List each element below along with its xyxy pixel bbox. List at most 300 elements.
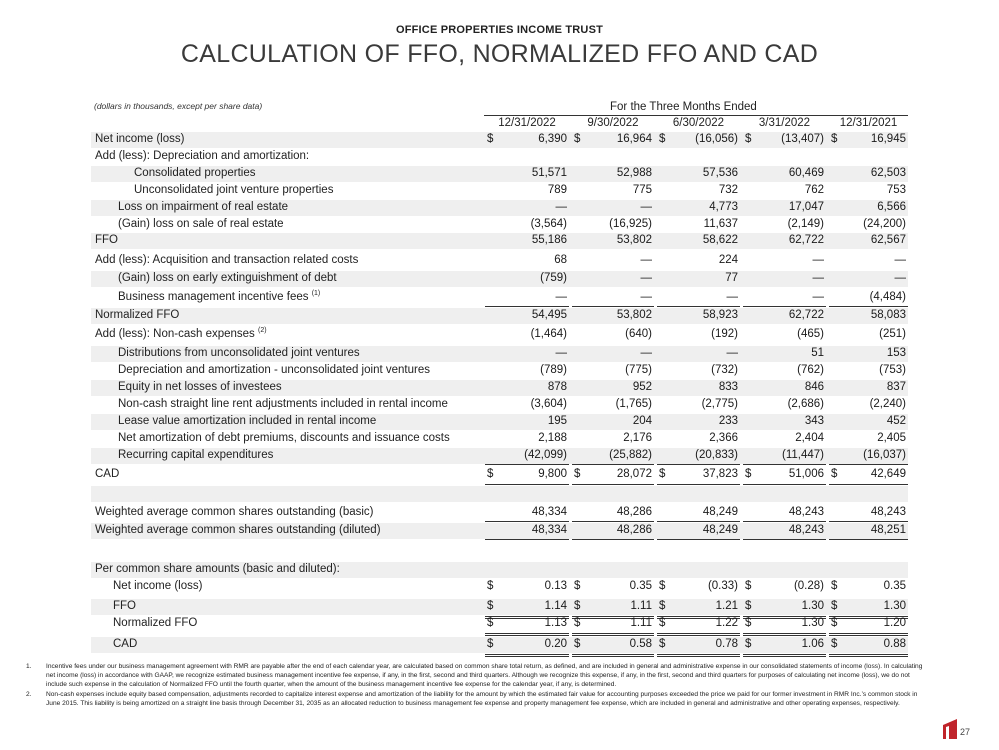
value-cell — [743, 167, 826, 182]
row-label-text: Weighted average common shares outstanding (diluted) — [95, 524, 381, 536]
footnotes — [26, 662, 926, 708]
value-cell — [657, 309, 740, 324]
cell-value: (192) — [711, 328, 738, 340]
cell-value: 0.20 — [544, 638, 567, 650]
row-label-text: Recurring capital expenditures — [118, 449, 274, 461]
row-label — [95, 150, 309, 162]
cell-value: 1.30 — [883, 600, 906, 612]
row-label — [95, 524, 381, 536]
underline-rule — [485, 306, 569, 307]
table-row — [91, 290, 908, 306]
value-cell — [572, 184, 654, 199]
double-underline-rule — [657, 654, 740, 657]
value-cell — [829, 254, 908, 269]
value-cell — [657, 272, 740, 287]
value-cell — [572, 398, 654, 413]
double-underline-rule — [829, 633, 908, 636]
column-header: 3/31/2022 — [758, 117, 811, 129]
value-cell — [743, 234, 826, 249]
row-label — [118, 291, 320, 303]
row-label-text: CAD — [113, 638, 138, 650]
value-cell — [657, 347, 740, 362]
per-share-header-row — [91, 562, 908, 578]
cell-value: — — [640, 272, 652, 284]
value-cell — [572, 617, 654, 632]
row-label-text: Distributions from unconsolidated joint ventures — [118, 347, 360, 359]
value-cell — [657, 167, 740, 182]
value-cell — [485, 291, 569, 306]
cell-value: — — [812, 254, 824, 266]
cell-value: 1.11 — [630, 617, 652, 629]
cell-value: 6,390 — [538, 133, 567, 145]
value-cell — [485, 201, 569, 216]
value-cell — [743, 506, 826, 521]
cell-value: 1.14 — [544, 600, 567, 612]
value-cell — [829, 580, 908, 595]
value-cell — [572, 506, 654, 521]
cell-value: (24,200) — [863, 218, 906, 230]
table-row — [91, 253, 908, 269]
cell-value: 452 — [886, 415, 906, 427]
dollar-sign: $ — [831, 617, 838, 629]
value-cell — [743, 309, 826, 324]
cell-value: 195 — [547, 415, 567, 427]
row-label — [118, 398, 448, 410]
cell-value: 62,722 — [788, 309, 824, 321]
dollar-sign: $ — [659, 638, 666, 650]
row-label — [95, 254, 358, 266]
cell-value: 1.06 — [801, 638, 824, 650]
page-number: 27 — [959, 727, 970, 737]
row-label — [118, 201, 288, 213]
cell-value: 1.11 — [630, 600, 652, 612]
value-cell — [572, 347, 654, 362]
cell-value: (11,447) — [782, 449, 824, 461]
value-cell — [572, 364, 654, 379]
dollar-sign: $ — [659, 468, 666, 480]
dollar-sign: $ — [745, 580, 752, 592]
value-cell — [485, 309, 569, 324]
dollar-sign: $ — [574, 580, 581, 592]
value-cell — [485, 432, 569, 447]
double-underline-rule — [485, 633, 569, 636]
row-label — [118, 218, 284, 230]
value-cell — [657, 381, 740, 396]
cell-value: — — [812, 272, 824, 284]
row-label — [95, 133, 184, 145]
value-cell — [572, 234, 654, 249]
value-cell — [743, 328, 826, 343]
value-cell — [485, 254, 569, 269]
cell-value: 58,923 — [702, 309, 738, 321]
value-cell — [657, 364, 740, 379]
dollar-sign: $ — [831, 133, 838, 145]
cell-value: 204 — [632, 415, 652, 427]
cell-value: 58,622 — [702, 234, 738, 246]
dollar-sign: $ — [745, 468, 752, 480]
row-label — [134, 184, 333, 196]
value-cell — [743, 449, 826, 464]
cell-value: 52,988 — [616, 167, 652, 179]
value-cell — [743, 150, 826, 165]
value-cell — [829, 309, 908, 324]
cell-value: 53,802 — [616, 309, 652, 321]
value-cell — [743, 468, 826, 483]
units-note: (dollars in thousands, except per share data) — [94, 101, 263, 111]
dollar-sign: $ — [487, 600, 494, 612]
dollar-sign: $ — [574, 617, 581, 629]
cell-value: 0.78 — [715, 638, 738, 650]
row-label-text: Net amortization of debt premiums, discounts and issuance costs — [118, 432, 450, 444]
underline-rule — [829, 306, 908, 307]
value-cell — [657, 234, 740, 249]
underline-rule — [829, 464, 908, 465]
underline-rule — [743, 521, 826, 522]
row-label — [118, 432, 450, 444]
row-label — [118, 364, 430, 376]
value-cell — [657, 600, 740, 615]
underline-rule — [743, 539, 826, 540]
row-label-text: CAD — [95, 468, 120, 480]
dollar-sign: $ — [487, 468, 494, 480]
cell-value: 55,186 — [531, 234, 567, 246]
per-share-row — [91, 579, 908, 595]
underline-rule — [657, 306, 740, 307]
cell-value: 42,649 — [870, 468, 906, 480]
value-cell — [657, 468, 740, 483]
value-cell — [829, 218, 908, 233]
dollar-sign: $ — [574, 468, 581, 480]
value-cell — [572, 580, 654, 595]
table-row — [91, 132, 908, 148]
value-cell — [743, 272, 826, 287]
cell-value: 48,286 — [616, 506, 652, 518]
row-label-text: Net income (loss) — [113, 580, 203, 592]
value-cell — [485, 617, 569, 632]
value-cell — [485, 449, 569, 464]
company-logo-icon — [943, 719, 957, 739]
row-label-text: Add (less): Acquisition and transaction related costs — [95, 254, 359, 266]
cell-value: 4,773 — [709, 201, 738, 213]
row-label — [113, 638, 137, 650]
column-header: 12/31/2021 — [839, 117, 898, 129]
cell-value: (42,099) — [524, 449, 567, 461]
dollar-sign: $ — [487, 580, 494, 592]
cell-value: 878 — [547, 381, 567, 393]
value-cell — [485, 184, 569, 199]
row-label-text: Consolidated properties — [134, 167, 256, 179]
cell-value: 762 — [804, 184, 824, 196]
period-header-rule — [484, 115, 908, 116]
cell-value: 62,722 — [788, 234, 824, 246]
value-cell — [485, 381, 569, 396]
table-row — [91, 448, 908, 464]
cell-value: 57,536 — [702, 167, 738, 179]
cell-value: 77 — [725, 272, 738, 284]
dollar-sign: $ — [574, 638, 581, 650]
dollar-sign: $ — [574, 600, 581, 612]
table-row — [91, 233, 908, 249]
cell-value: 1.20 — [883, 617, 906, 629]
cell-value: 16,945 — [870, 133, 906, 145]
value-cell — [829, 347, 908, 362]
value-cell — [743, 347, 826, 362]
cell-value: (762) — [797, 364, 824, 376]
table-row — [91, 166, 908, 182]
table-row — [91, 217, 908, 233]
cell-value: 0.35 — [629, 580, 652, 592]
value-cell — [572, 638, 654, 653]
table-row — [91, 271, 908, 287]
page-title: CALCULATION OF FFO, NORMALIZED FFO AND CAD — [180, 40, 819, 68]
table-row — [91, 183, 908, 199]
row-label-text: Add (less): Depreciation and amortization: — [95, 150, 310, 162]
dollar-sign: $ — [659, 600, 666, 612]
cell-value: 2,404 — [795, 432, 824, 444]
cell-value: 48,243 — [788, 506, 824, 518]
value-cell — [657, 201, 740, 216]
value-cell — [572, 150, 654, 165]
value-cell — [743, 415, 826, 430]
cell-value: 837 — [886, 381, 906, 393]
value-cell — [485, 415, 569, 430]
cell-value: 952 — [632, 381, 652, 393]
value-cell — [572, 218, 654, 233]
value-cell — [829, 432, 908, 447]
cell-value: (0.28) — [793, 580, 824, 592]
value-cell — [829, 524, 908, 539]
cell-value: — — [726, 291, 738, 303]
cell-value: 753 — [886, 184, 906, 196]
value-cell — [657, 524, 740, 539]
value-cell — [743, 201, 826, 216]
cell-value: 1.30 — [801, 600, 824, 612]
value-cell — [829, 449, 908, 464]
per-share-row — [91, 637, 908, 653]
row-label — [118, 415, 376, 427]
table-row — [91, 308, 908, 324]
value-cell — [657, 254, 740, 269]
cell-value: — — [640, 347, 652, 359]
value-cell — [829, 415, 908, 430]
value-cell — [743, 638, 826, 653]
underline-rule — [743, 306, 826, 307]
underline-rule — [485, 539, 569, 540]
cell-value: 1.30 — [801, 617, 824, 629]
value-cell — [743, 254, 826, 269]
table-row — [91, 346, 908, 362]
cell-value: 1.22 — [715, 617, 738, 629]
value-cell — [485, 150, 569, 165]
row-label-text: Non-cash straight line rent adjustments included in rental income — [118, 398, 448, 410]
cell-value: (2,149) — [787, 218, 824, 230]
value-cell — [485, 328, 569, 343]
column-header: 6/30/2022 — [672, 117, 725, 129]
footnote-text: Non-cash expenses include equity based compensation, adjustments recorded to capitalize interest expense and amortization of the liability for the amount by which the estimated fair value for accounting purposes exceeded the price we paid for our former investment in RMR Inc.’s common stock in June 2015. This liability is being amortized on a straight line basis through December 31, 2035 as an allocated reduction to business management fee expense and property management fee expense, which are included in general and administrative and other operating expenses, respectively. — [46, 690, 918, 707]
cell-value: 60,469 — [788, 167, 824, 179]
dollar-sign: $ — [831, 468, 838, 480]
value-cell — [572, 254, 654, 269]
cell-value: 28,072 — [616, 468, 652, 480]
company-name: OFFICE PROPERTIES INCOME TRUST — [395, 24, 604, 36]
value-cell — [743, 524, 826, 539]
cell-value: — — [640, 254, 652, 266]
value-cell — [657, 218, 740, 233]
cell-value: 48,334 — [531, 506, 567, 518]
cell-value: — — [894, 254, 906, 266]
row-label — [118, 347, 360, 359]
cell-value: 48,251 — [870, 524, 906, 536]
column-header: 12/31/2022 — [498, 117, 556, 129]
value-cell — [485, 600, 569, 615]
value-cell — [743, 600, 826, 615]
cell-value: 732 — [718, 184, 738, 196]
value-cell — [485, 524, 569, 539]
table-row — [91, 200, 908, 216]
value-cell — [829, 600, 908, 615]
table-row — [91, 380, 908, 396]
value-cell — [743, 580, 826, 595]
cell-value: (1,765) — [615, 398, 652, 410]
value-cell — [485, 133, 569, 148]
row-label — [134, 167, 255, 179]
underline-rule — [657, 539, 740, 540]
footnote-ref: (1) — [311, 290, 321, 297]
shares-row — [91, 523, 908, 539]
value-cell — [572, 309, 654, 324]
value-cell — [829, 291, 908, 306]
value-cell — [485, 272, 569, 287]
cell-value: (3,564) — [530, 218, 567, 230]
dollar-sign: $ — [745, 600, 752, 612]
table-row — [91, 467, 908, 483]
cell-value: 9,800 — [538, 468, 567, 480]
dollar-sign: $ — [487, 617, 494, 629]
value-cell — [743, 133, 826, 148]
cell-value: 224 — [718, 254, 738, 266]
double-underline-rule — [572, 654, 654, 657]
cell-value: 775 — [632, 184, 652, 196]
row-label-text: FFO — [113, 600, 136, 612]
cell-value: 53,802 — [616, 234, 652, 246]
cell-value: — — [812, 291, 824, 303]
cell-value: 48,334 — [531, 524, 567, 536]
cell-value: 0.13 — [544, 580, 567, 592]
underline-rule — [572, 306, 654, 307]
value-cell — [572, 201, 654, 216]
value-cell — [485, 364, 569, 379]
cell-value: 0.35 — [883, 580, 906, 592]
value-cell — [829, 167, 908, 182]
underline-rule — [657, 521, 740, 522]
cell-value: 2,405 — [877, 432, 906, 444]
cell-value: (16,037) — [863, 449, 906, 461]
row-label-text: Equity in net losses of investees — [118, 381, 282, 393]
cell-value: 0.88 — [883, 638, 906, 650]
cell-value: 0.58 — [629, 638, 652, 650]
value-cell — [657, 150, 740, 165]
value-cell — [657, 398, 740, 413]
value-cell — [829, 398, 908, 413]
value-cell — [829, 133, 908, 148]
row-label-text: (Gain) loss on sale of real estate — [118, 218, 284, 230]
column-header: 9/30/2022 — [587, 117, 639, 129]
value-cell — [485, 398, 569, 413]
cell-value: 16,964 — [616, 133, 652, 145]
cell-value: — — [555, 347, 567, 359]
value-cell — [829, 201, 908, 216]
cell-value: 48,286 — [616, 524, 652, 536]
value-cell — [829, 617, 908, 632]
row-label-text: Add (less): Non-cash expenses — [95, 328, 255, 340]
cell-value: (4,484) — [869, 291, 906, 303]
value-cell — [657, 638, 740, 653]
value-cell — [657, 449, 740, 464]
row-label-text: Normalized FFO — [95, 309, 180, 321]
underline-rule — [829, 539, 908, 540]
table-row — [91, 149, 908, 165]
value-cell — [485, 218, 569, 233]
cell-value: (0.33) — [707, 580, 738, 592]
cell-value: 833 — [718, 381, 738, 393]
row-label — [95, 309, 179, 321]
cell-value: (1,464) — [530, 328, 567, 340]
cell-value: (775) — [625, 364, 652, 376]
cell-value: 2,366 — [709, 432, 738, 444]
value-cell — [572, 291, 654, 306]
cell-value: — — [555, 291, 567, 303]
cell-value: 2,176 — [623, 432, 652, 444]
cell-value: 51,571 — [531, 167, 567, 179]
table-row — [91, 397, 908, 413]
period-header: For the Three Months Ended — [610, 101, 757, 113]
value-cell — [572, 432, 654, 447]
dollar-sign: $ — [745, 638, 752, 650]
cell-value: — — [894, 272, 906, 284]
cell-value: 48,243 — [788, 524, 824, 536]
cell-value: (2,240) — [869, 398, 906, 410]
underline-rule — [572, 464, 654, 465]
value-cell — [572, 524, 654, 539]
double-underline-rule — [485, 654, 569, 657]
double-underline-rule — [829, 654, 908, 657]
value-cell — [572, 415, 654, 430]
cell-value: (16,056) — [695, 133, 738, 145]
cell-value: (465) — [797, 328, 824, 340]
underline-rule — [572, 521, 654, 522]
row-label-text: Loss on impairment of real estate — [118, 201, 289, 213]
value-cell — [485, 506, 569, 521]
row-label-text: FFO — [95, 234, 118, 246]
value-cell — [572, 468, 654, 483]
cell-value: 11,637 — [703, 218, 738, 230]
value-cell — [572, 133, 654, 148]
cell-value: 62,503 — [870, 167, 906, 179]
double-underline-rule — [743, 654, 826, 657]
value-cell — [657, 328, 740, 343]
row-label-text: Net income (loss) — [95, 133, 185, 145]
footnote-number: 1. — [26, 663, 32, 670]
row-label-text: (Gain) loss on early extinguishment of debt — [118, 272, 337, 284]
underline-rule — [485, 464, 569, 465]
shares-row — [91, 505, 908, 521]
cell-value: 48,249 — [702, 524, 738, 536]
dollar-sign: $ — [659, 133, 666, 145]
cell-value: (25,882) — [609, 449, 652, 461]
dollar-sign: $ — [831, 638, 838, 650]
value-cell — [657, 580, 740, 595]
value-cell — [572, 600, 654, 615]
